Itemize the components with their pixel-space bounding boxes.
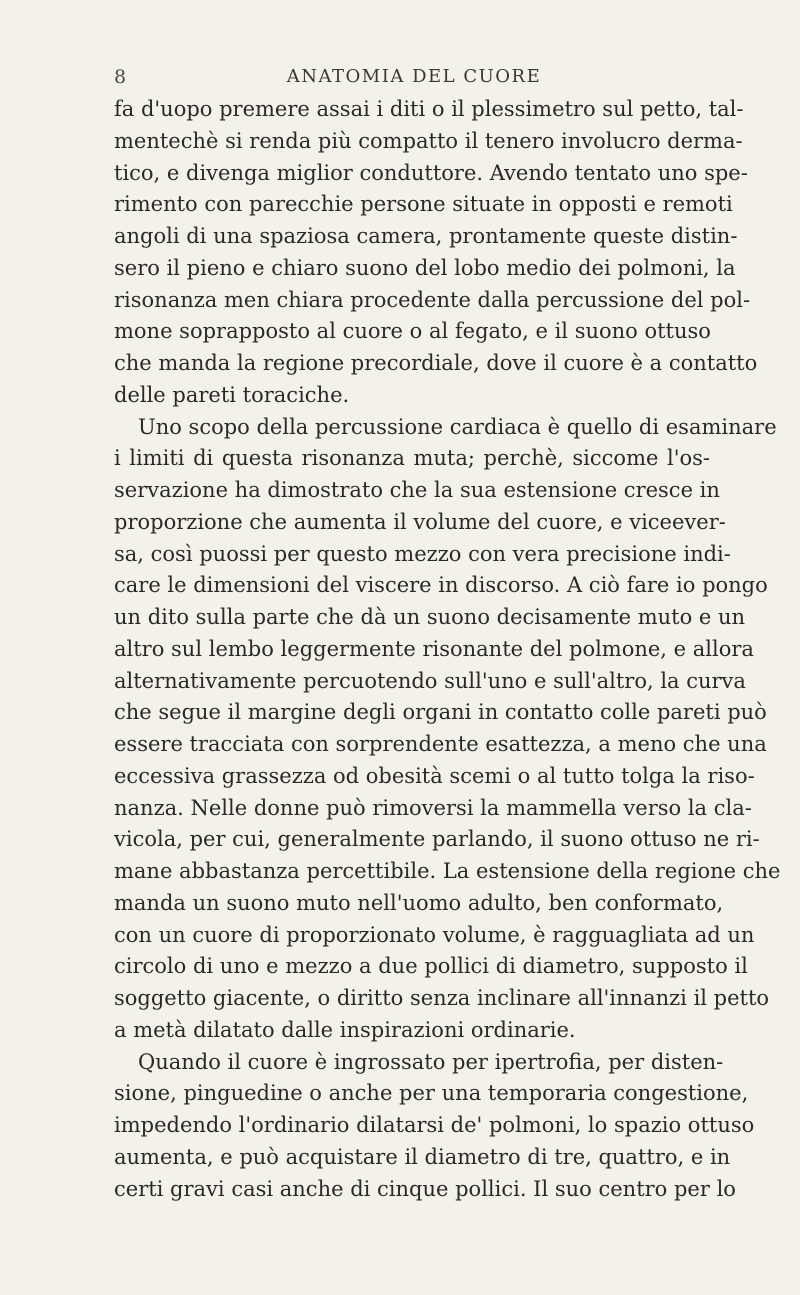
text-line: essere tracciata con sorprendente esattezza, a meno che una <box>114 732 767 756</box>
text-line: manda un suono muto nell'uomo adulto, ben conformato, <box>114 890 724 915</box>
text-line: proporzione che aumenta il volume del cuore, e viceever- <box>114 509 726 534</box>
text-line: rimento con parecchie persone situate in opposti e remoti <box>114 192 733 217</box>
running-head: ANATOMIA DEL CUORE <box>286 66 542 87</box>
text-line: altro sul lembo leggermente risonante del polmone, e allora <box>114 636 754 661</box>
text-line: soggetto giacente, o diritto senza inclinare all'innanzi il petto <box>114 986 770 1010</box>
text-line: care le dimensioni del viscere in discorso. A ciò fare io pongo <box>114 573 768 598</box>
text-line: a metà dilatato dalle inspirazioni ordinarie. <box>114 1017 576 1042</box>
text-line: risonanza men chiara procedente dalla percussione del pol- <box>114 287 751 312</box>
page-number: 8 <box>114 66 127 88</box>
text-line: mentechè si renda più compatto il tenero involucro derma- <box>114 128 743 153</box>
text-line: un dito sulla parte che dà un suono decisamente muto e un <box>114 605 746 629</box>
text-line: Quando il cuore è ingrossato per ipertrofia, per disten- <box>138 1049 724 1074</box>
text-line: tico, e divenga miglior conduttore. Avendo tentato uno spe- <box>114 160 748 185</box>
text-line: Uno scopo della percussione cardiaca è quello di esaminare <box>138 414 777 439</box>
text-line: che manda la regione precordiale, dove il cuore è a contatto <box>114 351 758 375</box>
text-line: alternativamente percuotendo sull'uno e sull'altro, la curva <box>114 668 746 693</box>
text-line: sero il pieno e chiaro suono del lobo medio dei polmoni, la <box>114 255 736 280</box>
text-line: sa, così puossi per questo mezzo con vera precisione indi- <box>114 541 731 566</box>
text-line: vicola, per cui, generalmente parlando, il suono ottuso ne ri- <box>114 827 760 852</box>
paragraph <box>114 94 758 412</box>
text-line: che segue il margine degli organi in contatto colle pareti può <box>114 700 767 725</box>
text-line: impedendo l'ordinario dilatarsi de' polmoni, lo spazio ottuso <box>114 1113 755 1137</box>
text-line: fa d'uopo premere assai i diti o il plessimetro sul petto, tal- <box>114 97 744 121</box>
paragraph <box>114 412 781 1047</box>
text-line: mone soprapposto al cuore o al fegato, e il suono ottuso <box>114 319 711 344</box>
text-line: angoli di una spaziosa camera, prontamente queste distin- <box>114 224 738 248</box>
text-line: i limiti di questa risonanza muta; perchè, siccome l'os- <box>114 446 710 471</box>
page-header <box>114 66 714 92</box>
text-line: sione, pinguedine o anche per una temporaria congestione, <box>114 1081 749 1106</box>
paragraph <box>114 1047 755 1206</box>
text-line: circolo di uno e mezzo a due pollici di diametro, supposto il <box>114 954 748 979</box>
text-line: eccessiva grassezza od obesità scemi o al tutto tolga la riso- <box>114 763 755 788</box>
text-line: servazione ha dimostrato che la sua estensione cresce in <box>114 478 720 502</box>
text-line: delle pareti toraciche. <box>114 382 350 407</box>
text-line: con un cuore di proporzionato volume, è ragguagliata ad un <box>114 922 755 947</box>
text-line: aumenta, e può acquistare il diametro di tre, quattro, e in <box>114 1144 731 1169</box>
text-line: nanza. Nelle donne può rimoversi la mammella verso la cla- <box>114 795 752 820</box>
body-text <box>114 94 781 1205</box>
text-line: mane abbastanza percettibile. La estensione della regione che <box>114 859 781 883</box>
text-line: certi gravi casi anche di cinque pollici. Il suo centro per lo <box>114 1176 736 1201</box>
